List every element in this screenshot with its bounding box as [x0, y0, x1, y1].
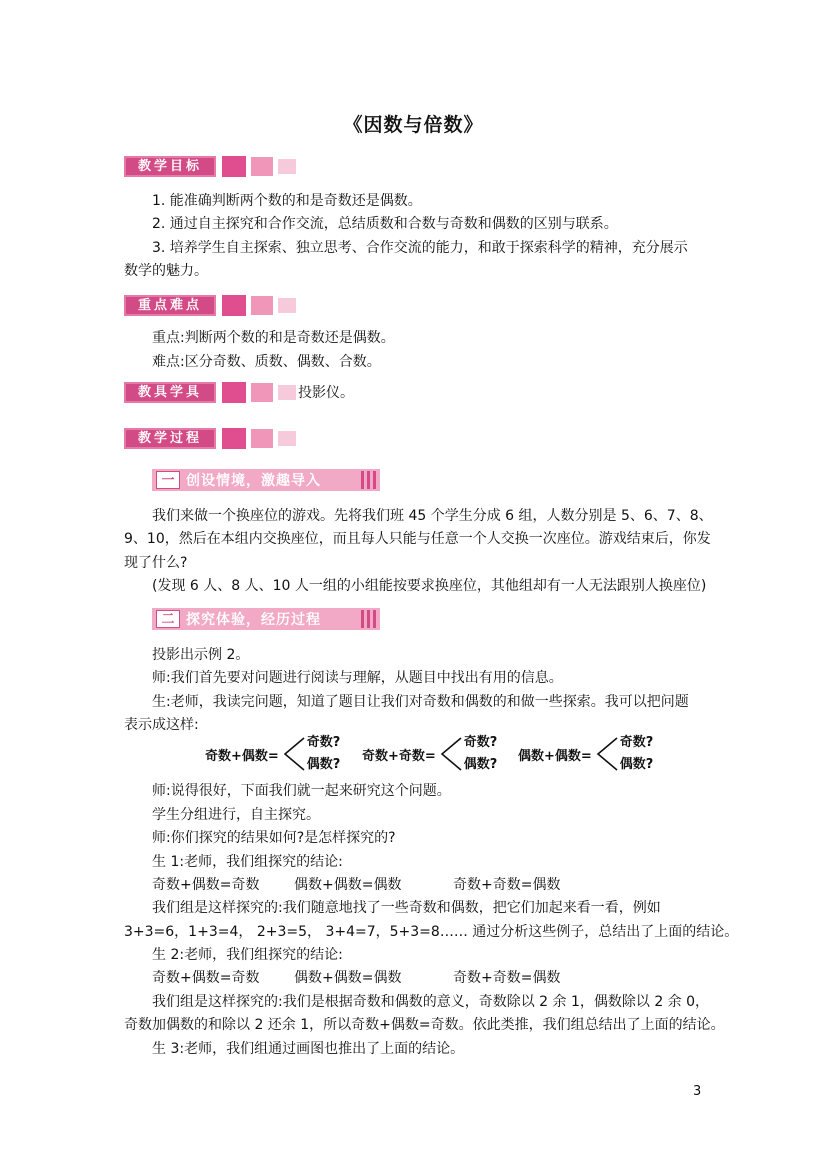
decor-stripes — [361, 471, 376, 489]
section-label: 教学过程 — [124, 428, 216, 449]
section-label: 教具学具 — [124, 382, 216, 403]
paragraph-line: 师:你们探究的结果如何?是怎样探究的? — [152, 830, 396, 846]
paragraph-line: 生 2:老师，我们组探究的结论: — [152, 947, 343, 963]
result-item: 偶数+偶数=偶数 — [294, 877, 402, 893]
decor-square — [251, 383, 273, 402]
decor-stripes — [361, 610, 376, 628]
result-item: 奇数+奇数=偶数 — [453, 970, 561, 986]
formula-odd-plus-odd — [362, 732, 497, 776]
paragraph-line: 生 3:老师，我们组通过画图也推出了上面的结论。 — [152, 1041, 465, 1057]
result-item: 奇数+偶数=奇数 — [152, 877, 260, 893]
goal-item: 数学的魅力。 — [124, 263, 208, 279]
decor-square — [222, 428, 246, 449]
paragraph-line: 生 1:老师，我们组探究的结论: — [152, 854, 343, 870]
decor-square — [251, 429, 273, 448]
goal-item: 2. 通过自主探究和合作交流，总结质数和合数与奇数和偶数的区别与联系。 — [152, 216, 618, 232]
decor-square — [222, 382, 246, 403]
result-item: 偶数+偶数=偶数 — [294, 970, 402, 986]
paragraph-line: 我们来做一个换座位的游戏。先将我们班 45 个学生分成 6 组，人数分别是 5、6、7、8、 — [152, 508, 713, 524]
decor-square — [222, 295, 246, 316]
paragraph-line: 生:老师，我读完问题，知道了题目让我们对奇数和偶数的和做一些探索。我可以把问题 — [152, 694, 689, 710]
formula-option: 奇数? — [619, 735, 654, 750]
paragraph-line: 我们组是这样探究的:我们是根据奇数和偶数的意义，奇数除以 2 余 1，偶数除以 2 余 0， — [152, 994, 710, 1010]
formula-lhs: 奇数+奇数= — [362, 748, 436, 764]
paragraph-line: 学生分组进行，自主探究。 — [152, 807, 320, 823]
subsection-header-1 — [152, 469, 380, 491]
page-number: 3 — [693, 1084, 702, 1099]
paragraph-line: 现了什么? — [124, 555, 188, 571]
paragraph-line: 表示成这样: — [124, 717, 199, 733]
keypoint-item: 难点:区分奇数、质数、偶数、合数。 — [152, 354, 381, 370]
paragraph-line: 9、10，然后在本组内交换座位，而且每人只能与任意一个人交换一次座位。游戏结束后，你发 — [124, 531, 711, 547]
paragraph-line: 投影出示例 2。 — [152, 647, 250, 663]
decor-square — [278, 385, 296, 400]
goal-item: 3. 培养学生自主探索、独立思考、合作交流的能力，和敢于探索科学的精神，充分展示 — [152, 240, 688, 256]
formula-option: 奇数? — [306, 735, 341, 750]
section-header-goals — [124, 155, 296, 177]
subsection-title: 探究体验，经历过程 — [186, 612, 321, 628]
formula-option: 奇数? — [463, 735, 498, 750]
result-item: 奇数+奇数=偶数 — [453, 877, 561, 893]
paragraph-line: (发现 6 人、8 人、10 人一组的小组能按要求换座位，其他组却有一人无法跟别人换座位) — [152, 578, 707, 594]
formula-option: 偶数? — [306, 757, 341, 772]
branch-icon — [440, 734, 462, 774]
subsection-number: 一 — [156, 471, 180, 489]
paragraph-line: 师:说得很好，下面我们就一起来研究这个问题。 — [152, 783, 451, 799]
branch-icon — [283, 734, 305, 774]
formula-lhs: 奇数+偶数= — [205, 748, 279, 764]
keypoint-item: 重点:判断两个数的和是奇数还是偶数。 — [152, 330, 395, 346]
paragraph-line: 3+3=6，1+3=4， 2+3=5， 3+4=7，5+3=8…… 通过分析这些例子，总结出了上面的结论。 — [124, 924, 739, 940]
decor-square — [222, 156, 246, 177]
paragraph-line: 奇数加偶数的和除以 2 还余 1，所以奇数+偶数=奇数。依此类推，我们组总结出了上面的结论。 — [124, 1017, 725, 1033]
tools-text: 投影仪。 — [298, 385, 354, 401]
subsection-header-2 — [152, 608, 380, 630]
formula-odd-plus-even — [205, 732, 340, 776]
subsection-number: 二 — [156, 610, 180, 628]
decor-square — [278, 298, 296, 313]
section-header-keypoints — [124, 294, 296, 316]
result-item: 奇数+偶数=奇数 — [152, 970, 260, 986]
section-label: 教学目标 — [124, 156, 216, 177]
formula-option: 偶数? — [619, 757, 654, 772]
branch-icon — [596, 734, 618, 774]
goal-item: 1. 能准确判断两个数的和是奇数还是偶数。 — [152, 193, 422, 209]
formula-even-plus-even — [518, 732, 653, 776]
formula-lhs: 偶数+偶数= — [518, 748, 592, 764]
decor-square — [278, 159, 296, 174]
decor-square — [251, 296, 273, 315]
paragraph-line: 师:我们首先要对问题进行阅读与理解，从题目中找出有用的信息。 — [152, 670, 563, 686]
decor-square — [251, 157, 273, 176]
decor-square — [278, 431, 296, 446]
section-label: 重点难点 — [124, 295, 216, 316]
document-title: 《因数与倍数》 — [343, 114, 484, 136]
section-header-process — [124, 427, 296, 449]
paragraph-line: 我们组是这样探究的:我们随意地找了一些奇数和偶数，把它们加起来看一看，例如 — [152, 900, 661, 916]
subsection-title: 创设情境，激趣导入 — [186, 473, 321, 489]
formula-option: 偶数? — [463, 757, 498, 772]
section-header-tools — [124, 381, 354, 403]
